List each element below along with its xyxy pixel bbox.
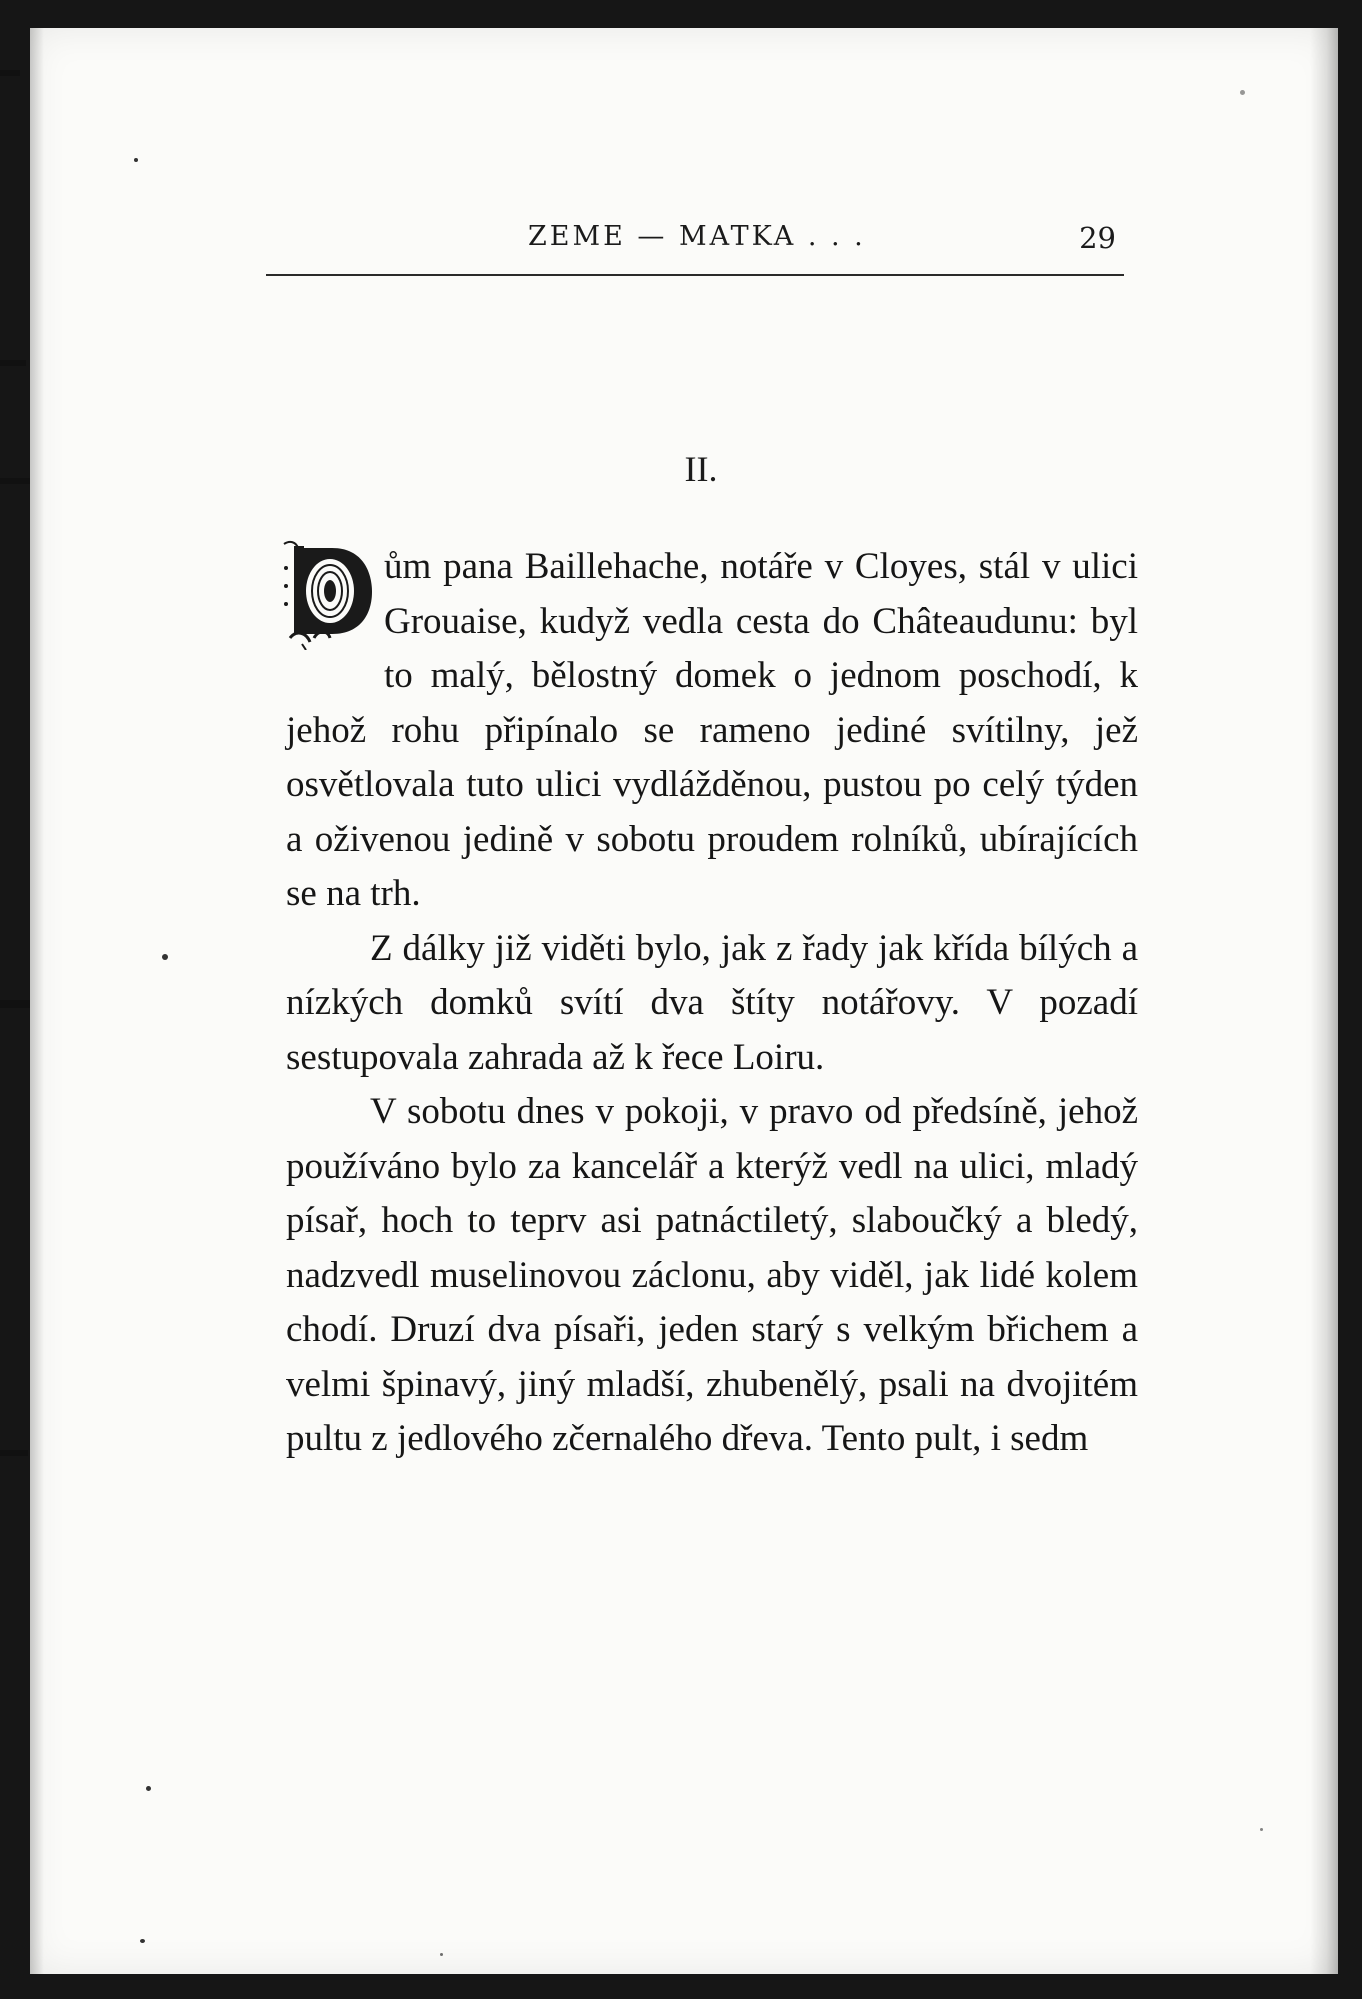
binding-mark (0, 70, 20, 76)
header-rule (266, 274, 1124, 276)
dropcap-ornament-icon (280, 538, 376, 650)
paragraph (286, 540, 1138, 922)
paper-speck (162, 954, 168, 960)
page-edge-shadow (1310, 28, 1338, 1974)
paper-speck (146, 1786, 151, 1791)
chapter-number: II. (684, 449, 718, 489)
running-head (266, 195, 1146, 265)
paragraph: Z dálky již viděti bylo, jak z řady jak křída bílých a nízkých domků svítí dva štíty notářovy. V pozadí sestupovala zahrada až k řece Loiru. (286, 927, 1138, 1078)
paragraph: V sobotu dnes v pokoji, v pravo od předsíně, jehož používáno bylo za kancelář a kterýž vedl na ulici, mladý písař, hoch to teprv asi patnáctiletý, slaboučký a bledý, nadzvedl muselinovou záclonu, aby viděl, jak lidé kolem chodí. Druzí dva písaři, jeden starý s velkým břichem a velmi špinavý, jiný mladší, zhubenělý, psali na dvojitém pultu z jedlového zčernalého dřeva. Tento pult, i sedm (286, 1091, 1138, 1459)
paper-speck (1260, 1828, 1263, 1831)
body-text (286, 540, 1138, 1467)
paper-speck (140, 1939, 145, 1943)
page-number: 29 (1079, 221, 1116, 255)
page-edge-shadow (30, 28, 44, 1974)
paper-speck (1240, 90, 1245, 95)
paper-speck (440, 1953, 443, 1956)
paragraph-text: ům pana Baillehache, notáře v Cloyes, stál v ulici Grouaise, kudyž vedla cesta do Châteaudunu: byl to malý, bělostný domek o jednom poschodí, k jehož rohu připínalo se rameno jediné svítilny, jež osvětlovala tuto ulici vydlážděnou, pustou po celý týden a oživenou jedině v sobotu proudem rolníků, ubírajících se na trh. (286, 546, 1138, 914)
ornamental-dropcap (280, 538, 376, 650)
paper-speck (134, 158, 138, 162)
running-title: ZEME — MATKA . . . (528, 221, 866, 252)
binding-mark (0, 360, 26, 366)
binding-mark (0, 1450, 28, 1456)
